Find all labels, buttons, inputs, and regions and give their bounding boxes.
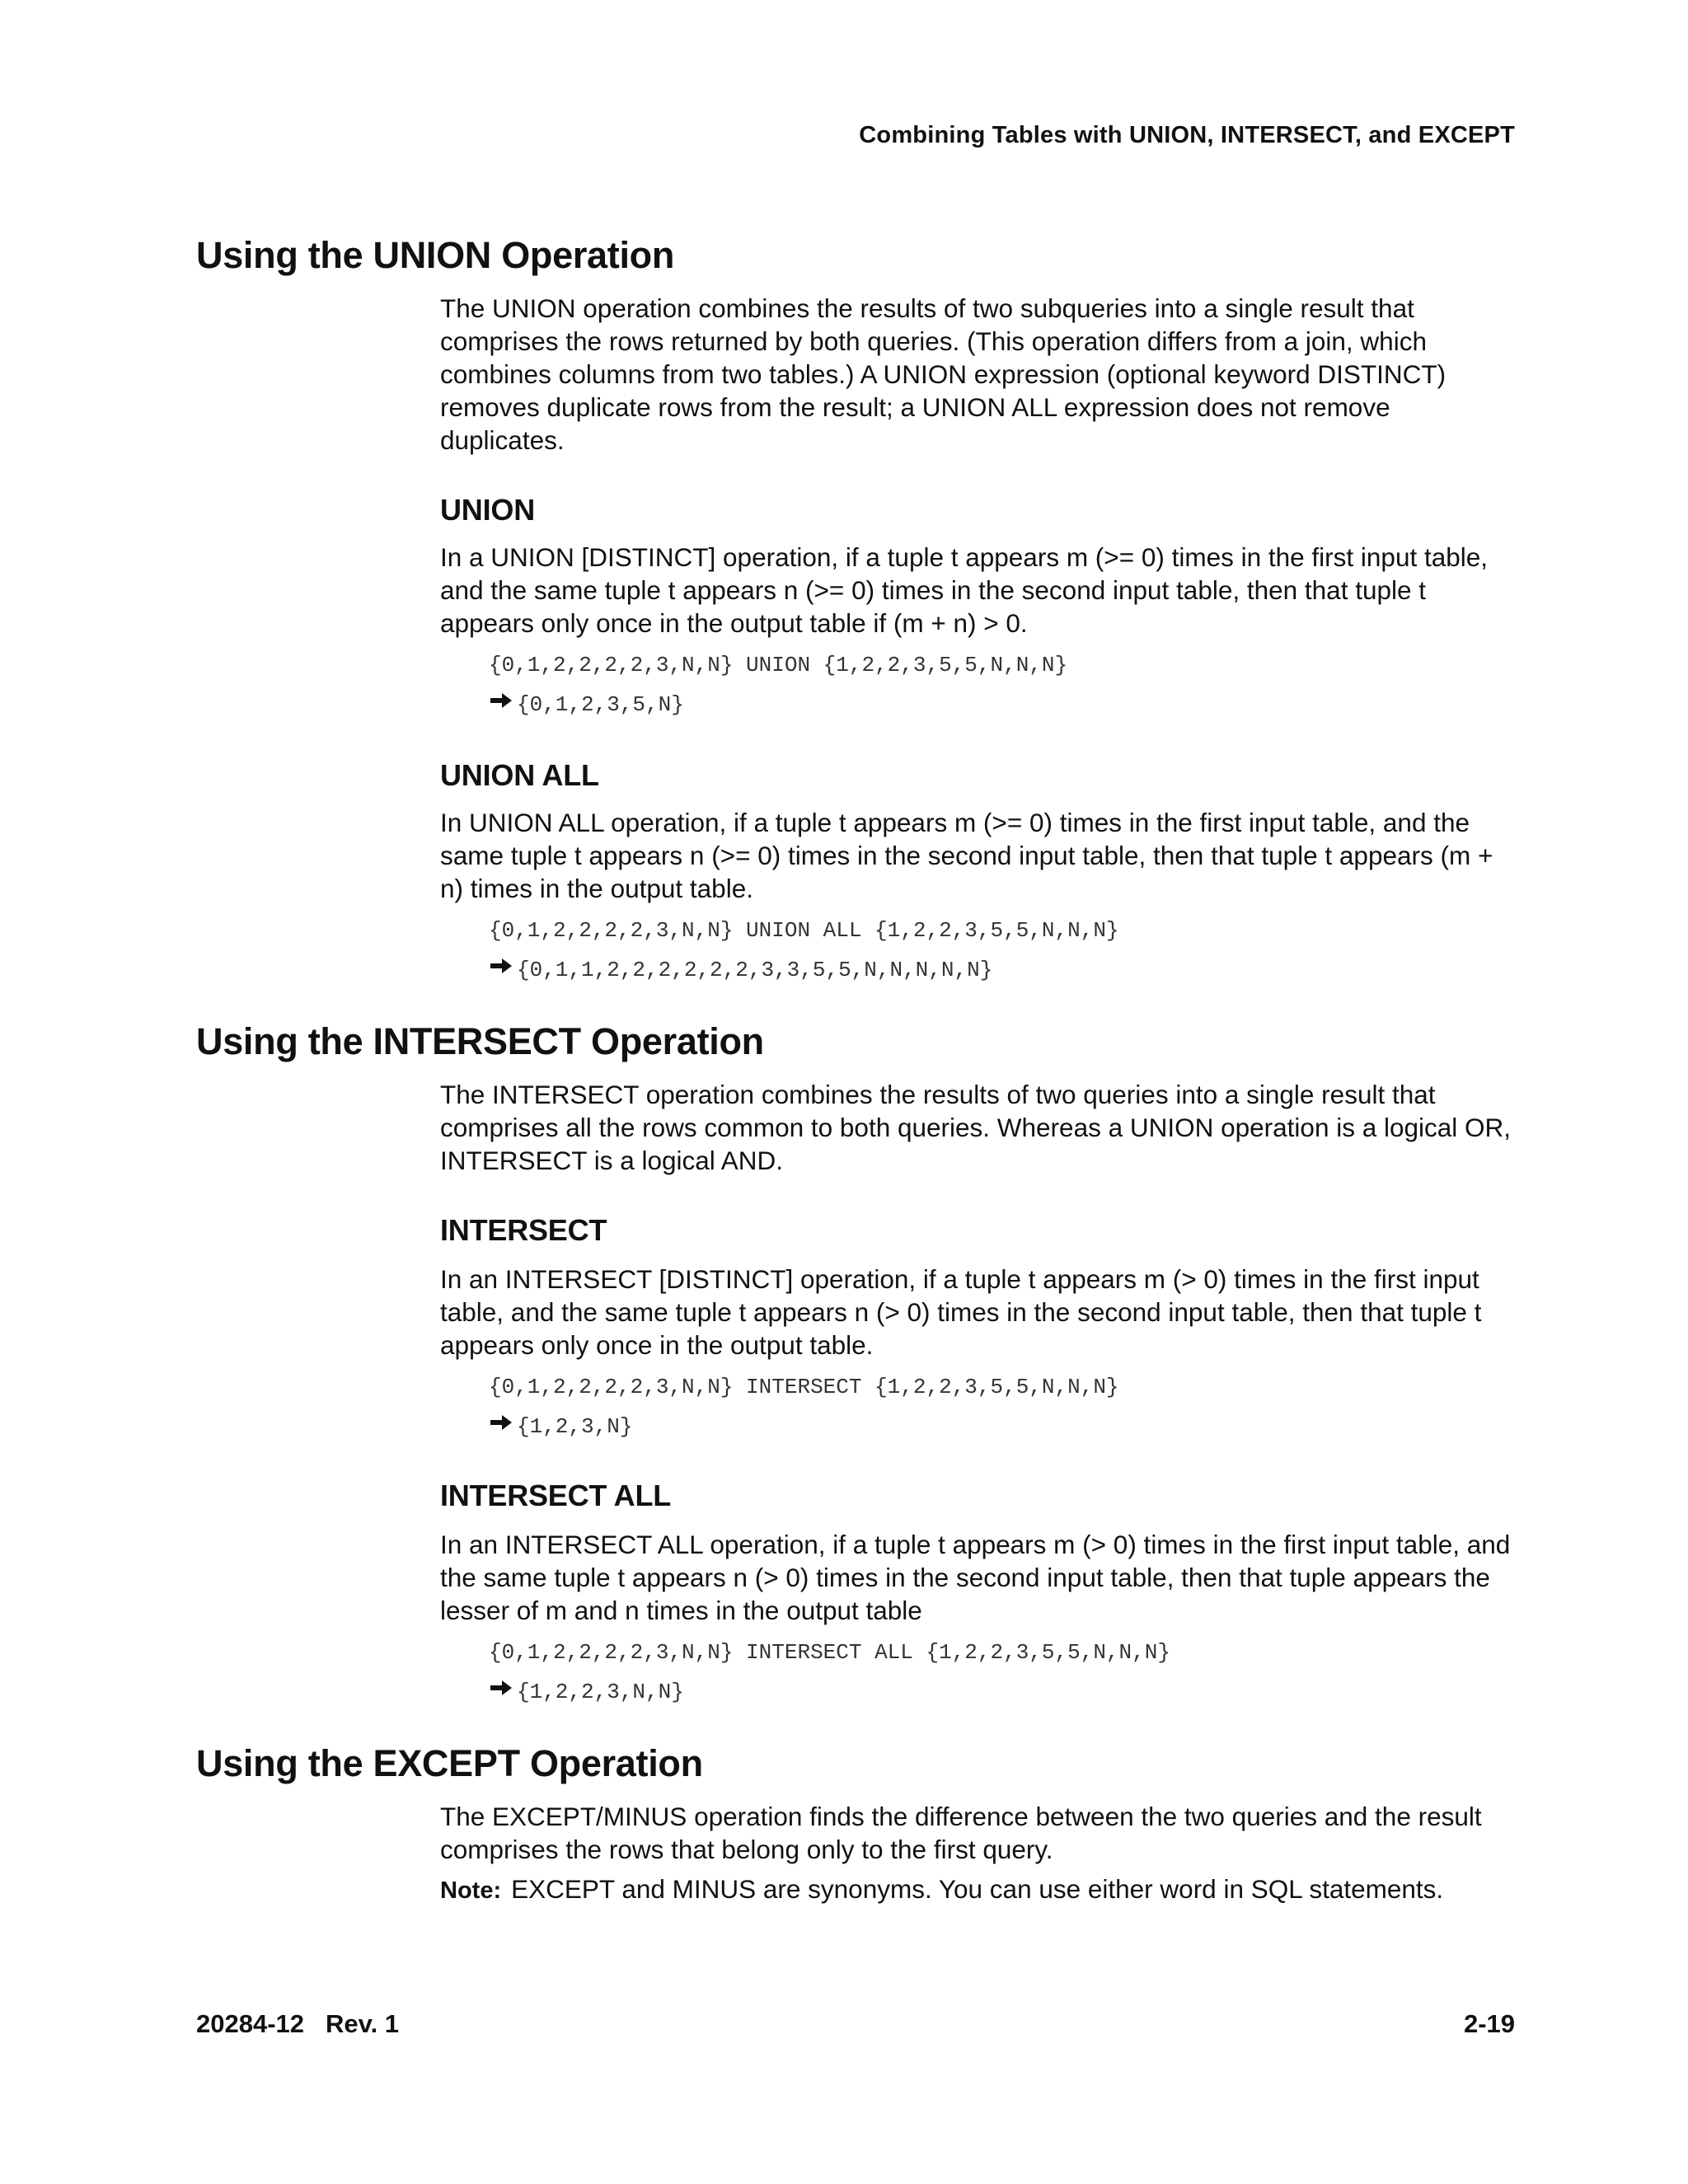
- union-all-result-code: {0,1,1,2,2,2,2,2,2,3,3,5,5,N,N,N,N,N}: [517, 958, 993, 982]
- intersect-all-paragraph: In an INTERSECT ALL operation, if a tuple t appears m (> 0) times in the first input table, and the same tuple t appears n (> 0) times in the second input table, then that tuple appears the lesser of m and n times in the output table: [440, 1530, 1511, 1625]
- union-example-code: {0,1,2,2,2,2,3,N,N} UNION {1,2,2,3,5,5,N,N,N}: [489, 653, 1068, 677]
- running-header-title: Combining Tables with UNION, INTERSECT, and EXCEPT: [859, 122, 1515, 148]
- except-note: [440, 1872, 1520, 1907]
- intersect-distinct-paragraph: In an INTERSECT [DISTINCT] operation, if a tuple t appears m (> 0) times in the first input table, and the same tuple t appears n (> 0) times in the second input table, then that tuple t appears only once in the output table.: [440, 1264, 1482, 1360]
- right-arrow-icon: [489, 691, 513, 719]
- right-arrow-icon: [489, 1413, 513, 1441]
- right-arrow-icon: [489, 1678, 513, 1706]
- note-text: EXCEPT and MINUS are synonyms. You can use either word in SQL statements.: [511, 1874, 1444, 1904]
- subheading-intersect-all: INTERSECT ALL: [440, 1479, 672, 1512]
- intersect-intro-paragraph: The INTERSECT operation combines the results of two queries into a single result that comprises all the rows common to both queries. Whereas a UNION operation is a logical OR, INTERSECT is a logical AND.: [440, 1080, 1512, 1175]
- union-all-result-line: [489, 956, 992, 984]
- footer-doc-number: 20284-12: [196, 2009, 305, 2038]
- footer-doc-info: [196, 2009, 399, 2039]
- intersect-result-line: [489, 1413, 632, 1441]
- union-all-paragraph: In UNION ALL operation, if a tuple t appears m (>= 0) times in the first input table, and the same tuple t appears n (>= 0) times in the second input table, then that tuple t appears (m + n) times in the output table.: [440, 808, 1493, 903]
- union-all-example-code: {0,1,2,2,2,2,3,N,N} UNION ALL {1,2,2,3,5,5,N,N,N}: [489, 918, 1119, 943]
- intersect-result-code: {1,2,3,N}: [517, 1414, 633, 1439]
- subheading-union: UNION: [440, 493, 535, 527]
- intersect-example-code: {0,1,2,2,2,2,3,N,N} INTERSECT {1,2,2,3,5,5,N,N,N}: [489, 1375, 1119, 1399]
- section-title-intersect: Using the INTERSECT Operation: [196, 1020, 764, 1062]
- intersect-all-result-code: {1,2,2,3,N,N}: [517, 1680, 684, 1704]
- except-intro-paragraph: The EXCEPT/MINUS operation finds the difference between the two queries and the result comprises the rows that belong only to the first query.: [440, 1802, 1482, 1864]
- union-result-line: [489, 691, 684, 719]
- subheading-union-all: UNION ALL: [440, 758, 599, 792]
- union-result-code: {0,1,2,3,5,N}: [517, 692, 684, 717]
- section-title-union: Using the UNION Operation: [196, 234, 675, 276]
- section-title-except: Using the EXCEPT Operation: [196, 1742, 703, 1784]
- intersect-all-example-code: {0,1,2,2,2,2,3,N,N} INTERSECT ALL {1,2,2,3,5,5,N,N,N}: [489, 1640, 1170, 1665]
- union-intro-paragraph: The UNION operation combines the results of two subqueries into a single result that comprises the rows returned by both queries. (This operation differs from a join, which combines columns from two tables.) A UNION expression (optional keyword DISTINCT) removes duplicate rows from the result; a UNION ALL expression does not remove duplicates.: [440, 293, 1447, 455]
- note-label: Note:: [440, 1877, 502, 1904]
- footer-revision: Rev. 1: [326, 2009, 400, 2038]
- union-distinct-paragraph: In a UNION [DISTINCT] operation, if a tuple t appears m (>= 0) times in the first input table, and the same tuple t appears n (>= 0) times in the second input table, then that tuple t appears only once in the output table if (m + n) > 0.: [440, 542, 1489, 638]
- right-arrow-icon: [489, 956, 513, 984]
- intersect-all-result-line: [489, 1678, 684, 1706]
- footer-page-number: 2-19: [1463, 2009, 1515, 2038]
- subheading-intersect: INTERSECT: [440, 1213, 607, 1247]
